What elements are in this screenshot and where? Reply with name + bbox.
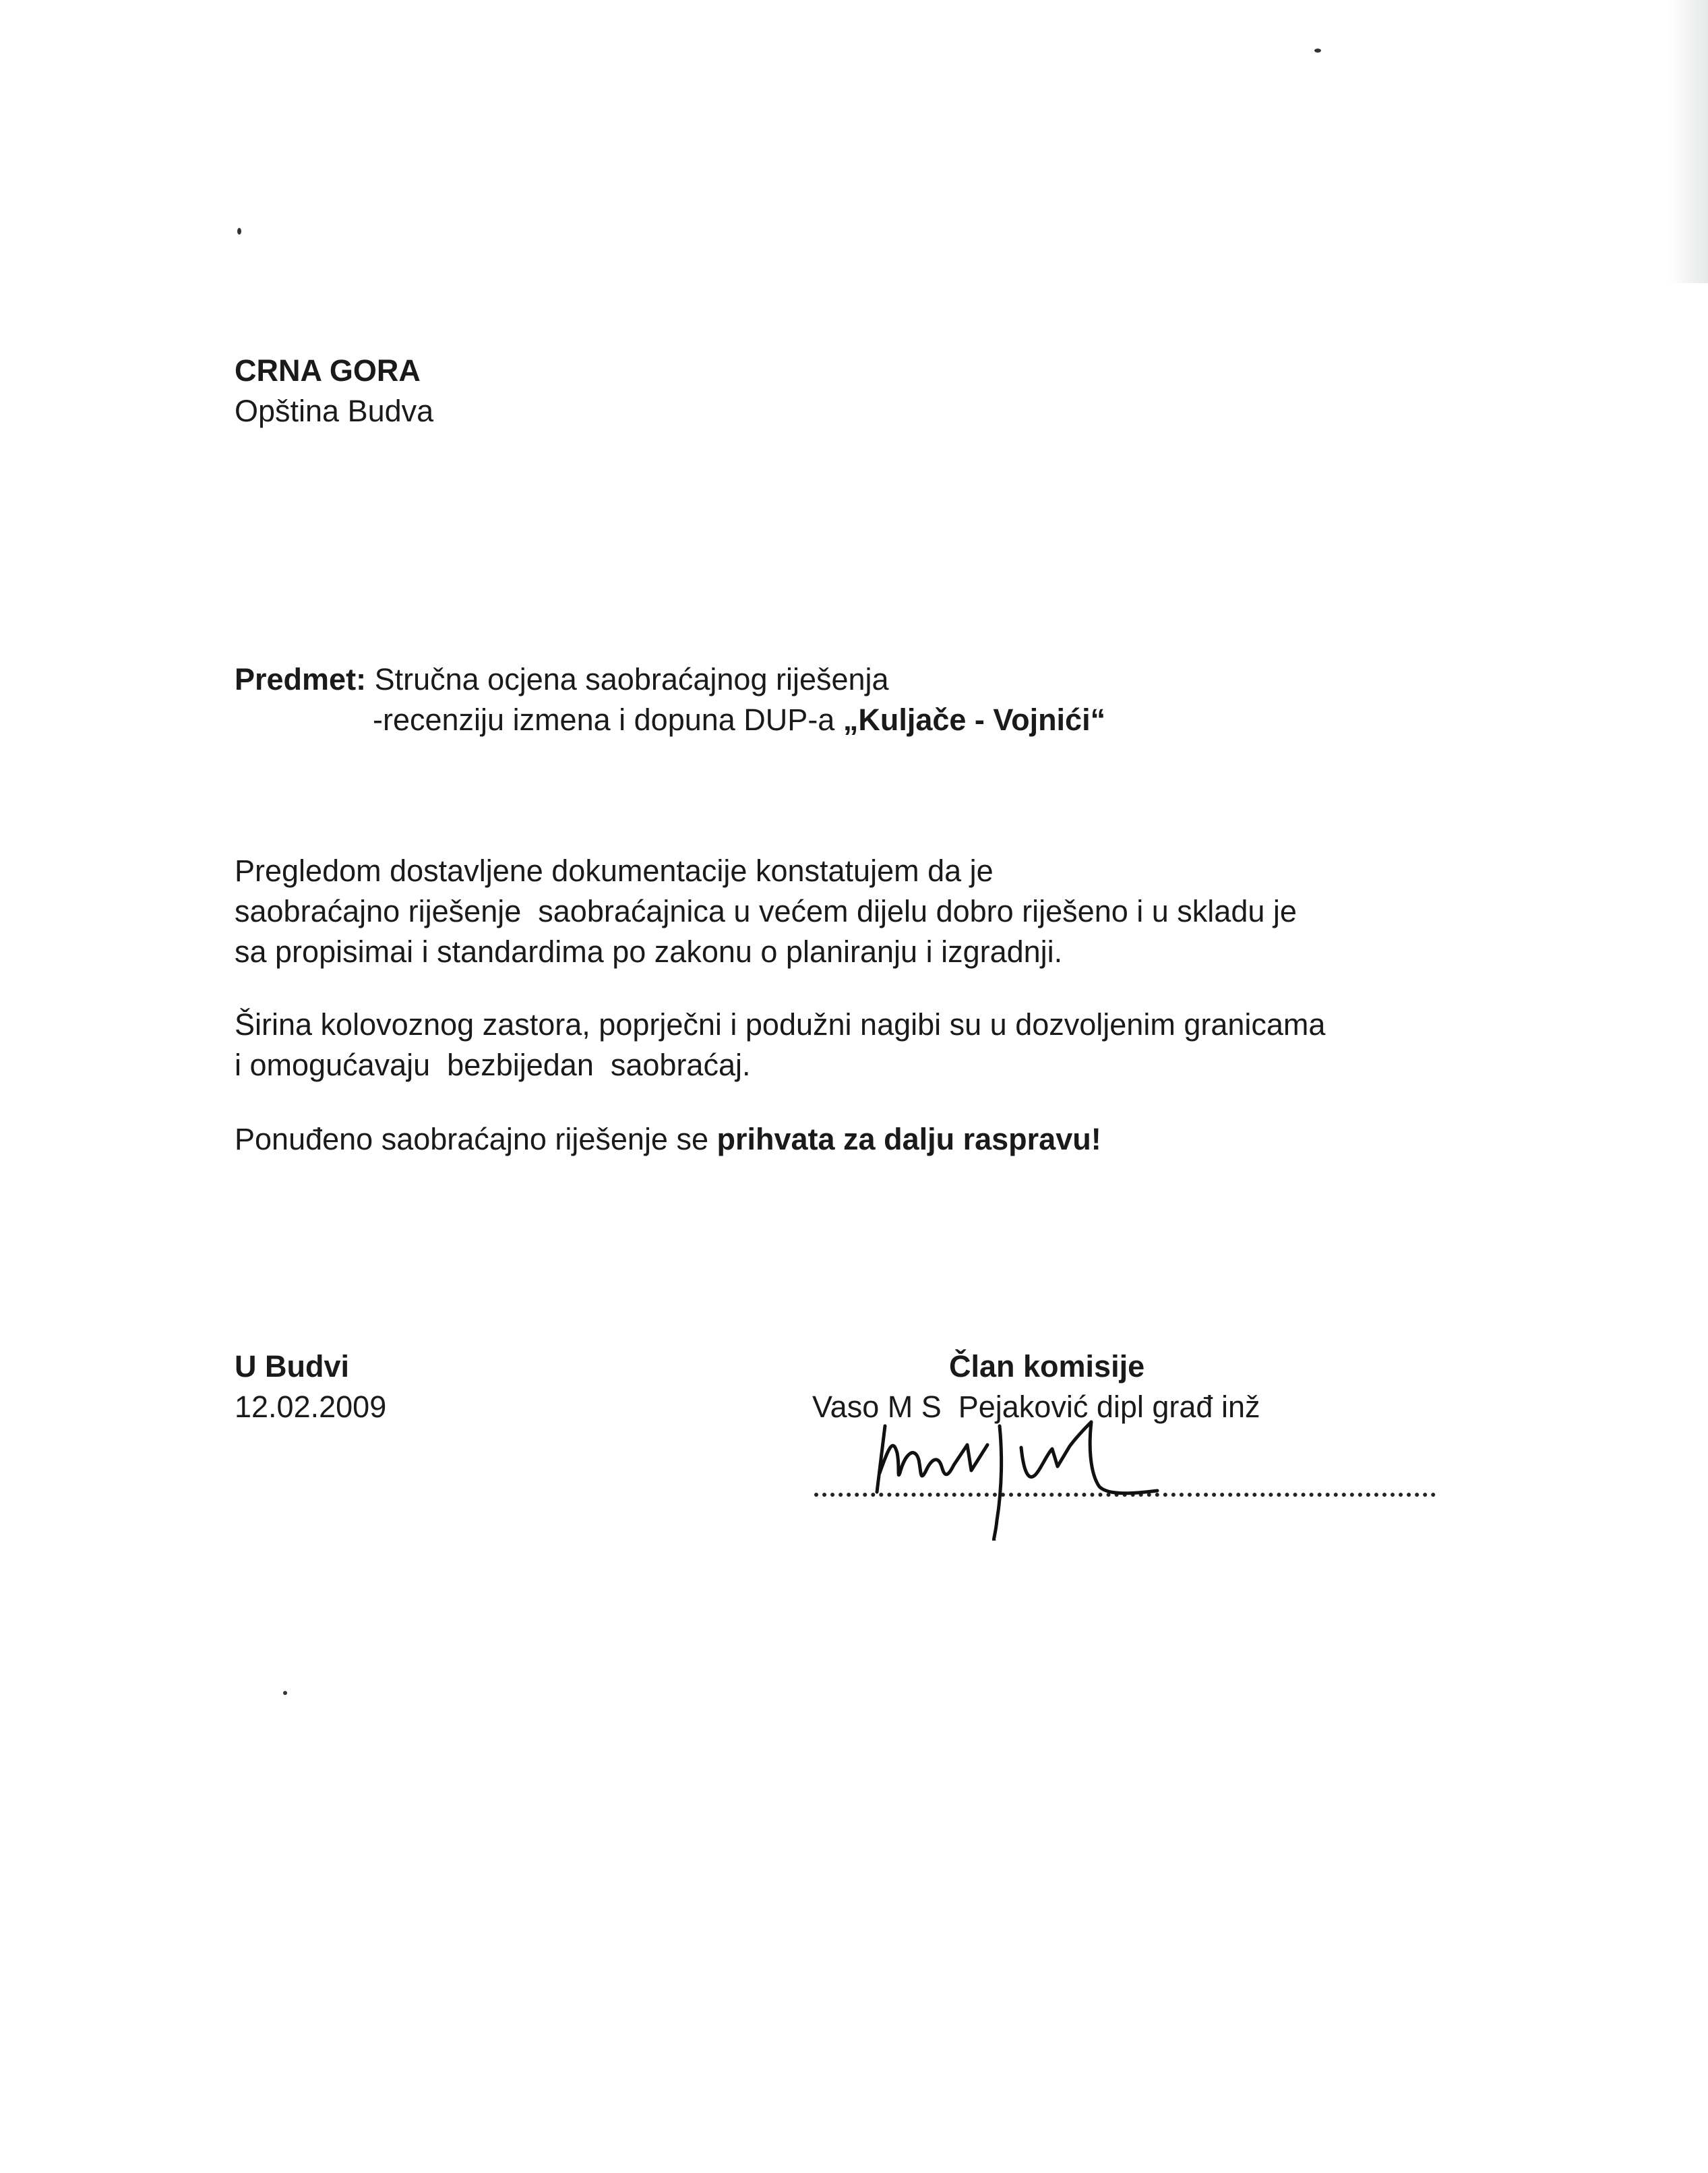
subject-line-2 xyxy=(373,700,1105,740)
document-date: 12.02.2009 xyxy=(235,1390,387,1424)
paragraph-1-line: sa propisimai i standardima po zakonu o planiranju i izgradnji. xyxy=(235,934,1063,969)
subject-text-2: -recenziju izmena i dopuna DUP-a xyxy=(373,703,843,737)
subject-plan-title: „Kuljače - Vojnići“ xyxy=(843,703,1106,737)
subject-text: Stručna ocjena saobraćajnog riješenja xyxy=(374,662,889,696)
subject-line xyxy=(235,659,889,700)
paragraph-1-line: Pregledom dostavljene dokumentacije konstatujem da je xyxy=(235,854,994,888)
paragraph-2-line: i omogućavaju bezbijedan saobraćaj. xyxy=(235,1048,751,1082)
paragraph-3-text: Ponuđeno saobraćajno riješenje se xyxy=(235,1122,717,1156)
handwritten-signature xyxy=(853,1406,1203,1541)
subject-label: Predmet: xyxy=(235,662,367,696)
place-label: U Budvi xyxy=(235,1349,350,1383)
header-country: CRNA GORA xyxy=(235,353,421,388)
paragraph-3 xyxy=(235,1119,1101,1160)
signer-name: Vaso M S Pejaković dipl građ inž xyxy=(812,1390,1260,1424)
scan-speck xyxy=(237,228,241,235)
paragraph-2-line: Širina kolovoznog zastora, poprječni i podužni nagibi su u dozvoljenim granicama xyxy=(235,1007,1326,1042)
scan-edge-shadow xyxy=(1668,0,1708,283)
paragraph-3-emphasis: prihvata za dalju raspravu! xyxy=(716,1122,1101,1156)
paragraph-1-line: saobraćajno riješenje saobraćajnica u većem dijelu dobro riješeno i u skladu je xyxy=(235,894,1297,928)
signer-role: Član komisije xyxy=(949,1349,1145,1383)
scan-speck xyxy=(1314,49,1321,53)
header-municipality: Opština Budva xyxy=(235,394,434,428)
scan-speck xyxy=(283,1691,287,1695)
